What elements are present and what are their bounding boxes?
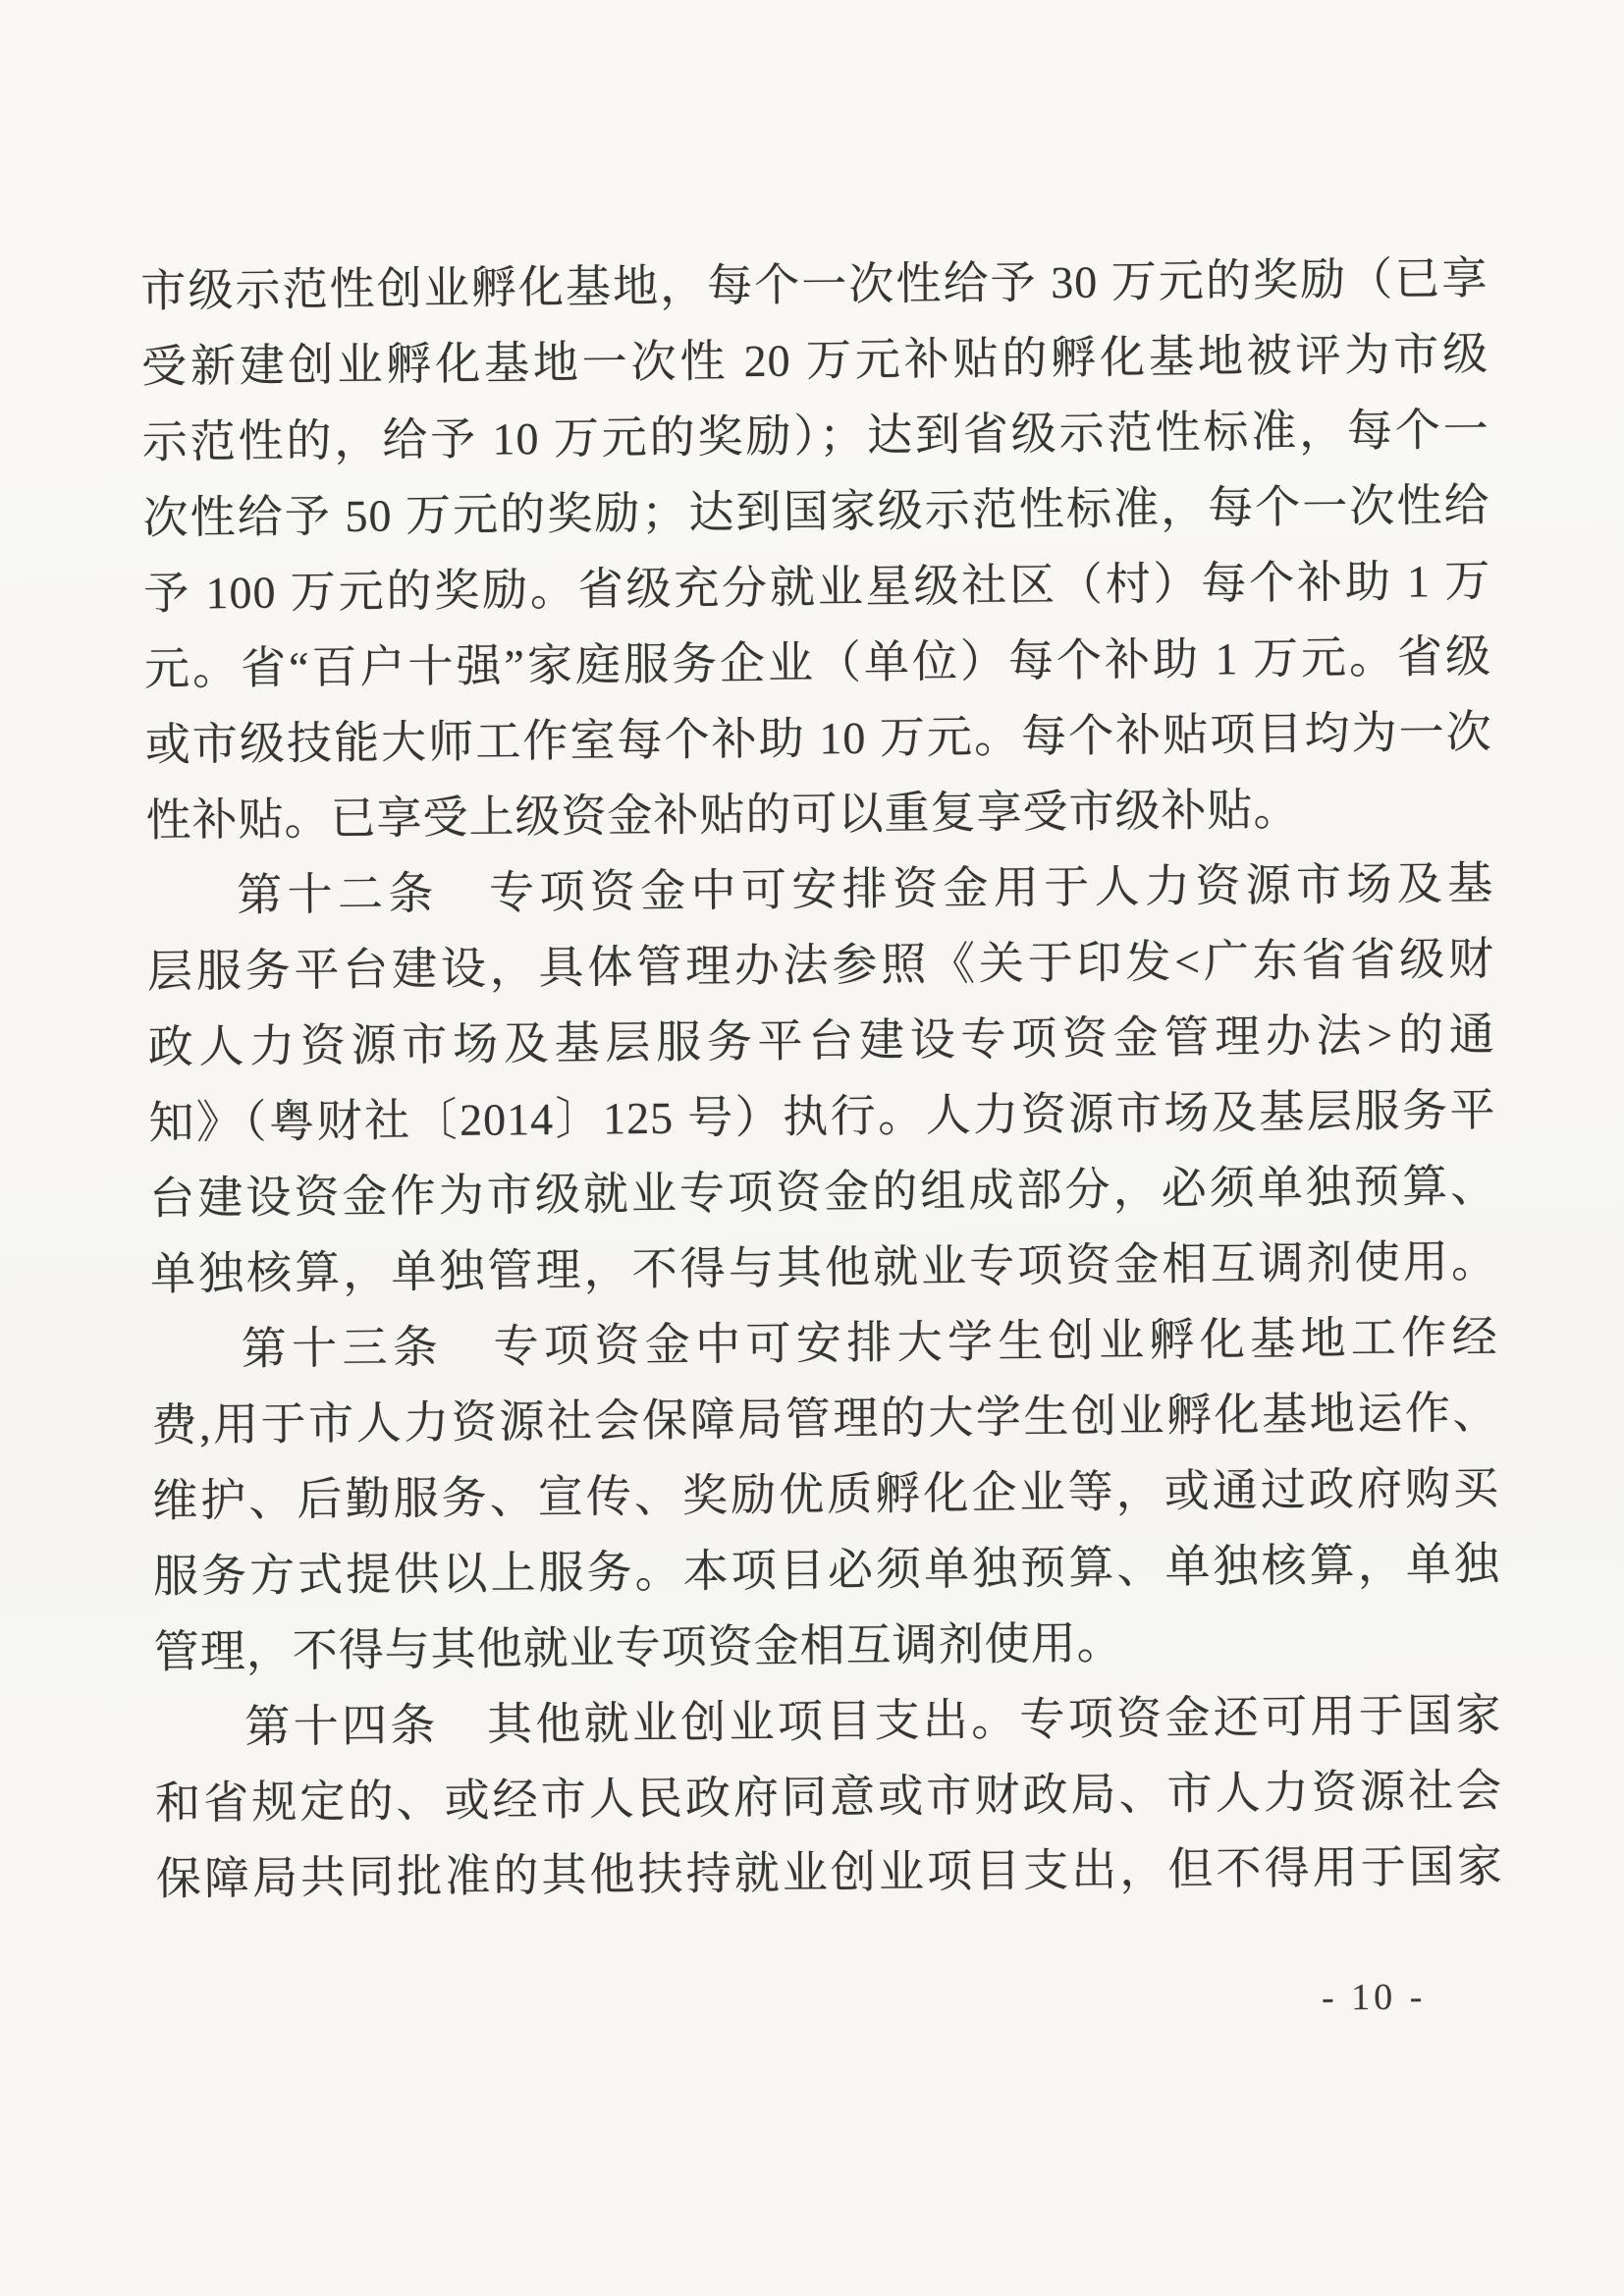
text-line: 台建设资金作为市级就业专项资金的组成部分，必须单独预算、 bbox=[148, 1160, 1497, 1224]
text-line: 市级示范性创业孵化基地，每个一次性给予 30 万元的奖励（已享 bbox=[140, 252, 1489, 316]
text-line: 性补贴。已享受上级资金补贴的可以重复享受市级补贴。 bbox=[145, 784, 1300, 846]
text-line: 示范性的，给予 10 万元的奖励）；达到省级示范性标准，每个一 bbox=[141, 404, 1490, 467]
text-line: 管理，不得与其他就业专项资金相互调剂使用。 bbox=[153, 1617, 1123, 1677]
text-line: 保障局共同批准的其他扶持就业创业项目支出，但不得用于国家 bbox=[155, 1840, 1504, 1904]
text-line: 知》（粤财社〔2014〕125 号）执行。人力资源市场及基层服务平 bbox=[148, 1084, 1496, 1148]
text-line: 受新建创业孵化基地一次性 20 万元补贴的孵化基地被评为市级 bbox=[140, 328, 1489, 392]
text-line: 和省规定的、或经市人民政府同意或市财政局、市人力资源社会 bbox=[154, 1765, 1503, 1829]
text-line: 或市级技能大师工作室每个补助 10 万元。每个补贴项目均为一次 bbox=[144, 706, 1492, 770]
text-line: 政人力资源市场及基层服务平台建设专项资金管理办法>的通 bbox=[147, 1009, 1495, 1072]
paragraph bbox=[146, 846, 1497, 1312]
text-line: 第十三条 专项资金中可安排大学生创业孵化基地工作经 bbox=[241, 1311, 1498, 1375]
page-number: - 10 - bbox=[1321, 1976, 1427, 2019]
text-line: 层服务平台建设，具体管理办法参照《关于印发<广东省省级财 bbox=[146, 933, 1495, 997]
text-line: 第十二条 专项资金中可安排资金用于人力资源市场及基 bbox=[237, 857, 1494, 921]
text-line: 元。省“百户十强”家庭服务企业（单位）每个补助 1 万元。省级 bbox=[143, 630, 1492, 694]
paragraph bbox=[154, 1677, 1503, 1917]
paragraph bbox=[140, 241, 1493, 858]
text-line: 维护、后勤服务、宣传、奖励优质孵化企业等，或通过政府购买 bbox=[151, 1462, 1500, 1526]
text-line: 单独核算，单独管理，不得与其他就业专项资金相互调剂使用。 bbox=[149, 1235, 1498, 1299]
text-line: 次性给予 50 万元的奖励；达到国家级示范性标准，每个一次性给 bbox=[142, 479, 1490, 543]
document-text-block bbox=[140, 241, 1503, 1917]
paragraph bbox=[150, 1299, 1501, 1690]
text-line: 第十四条 其他就业创业项目支出。专项资金还可用于国家 bbox=[244, 1689, 1502, 1753]
text-line: 予 100 万元的奖励。省级充分就业星级社区（村）每个补助 1 万 bbox=[143, 555, 1491, 619]
text-line: 费,用于市人力资源社会保障局管理的大学生创业孵化基地运作、 bbox=[151, 1387, 1499, 1450]
text-line: 服务方式提供以上服务。本项目必须单独预算、单独核算，单独 bbox=[152, 1538, 1501, 1602]
